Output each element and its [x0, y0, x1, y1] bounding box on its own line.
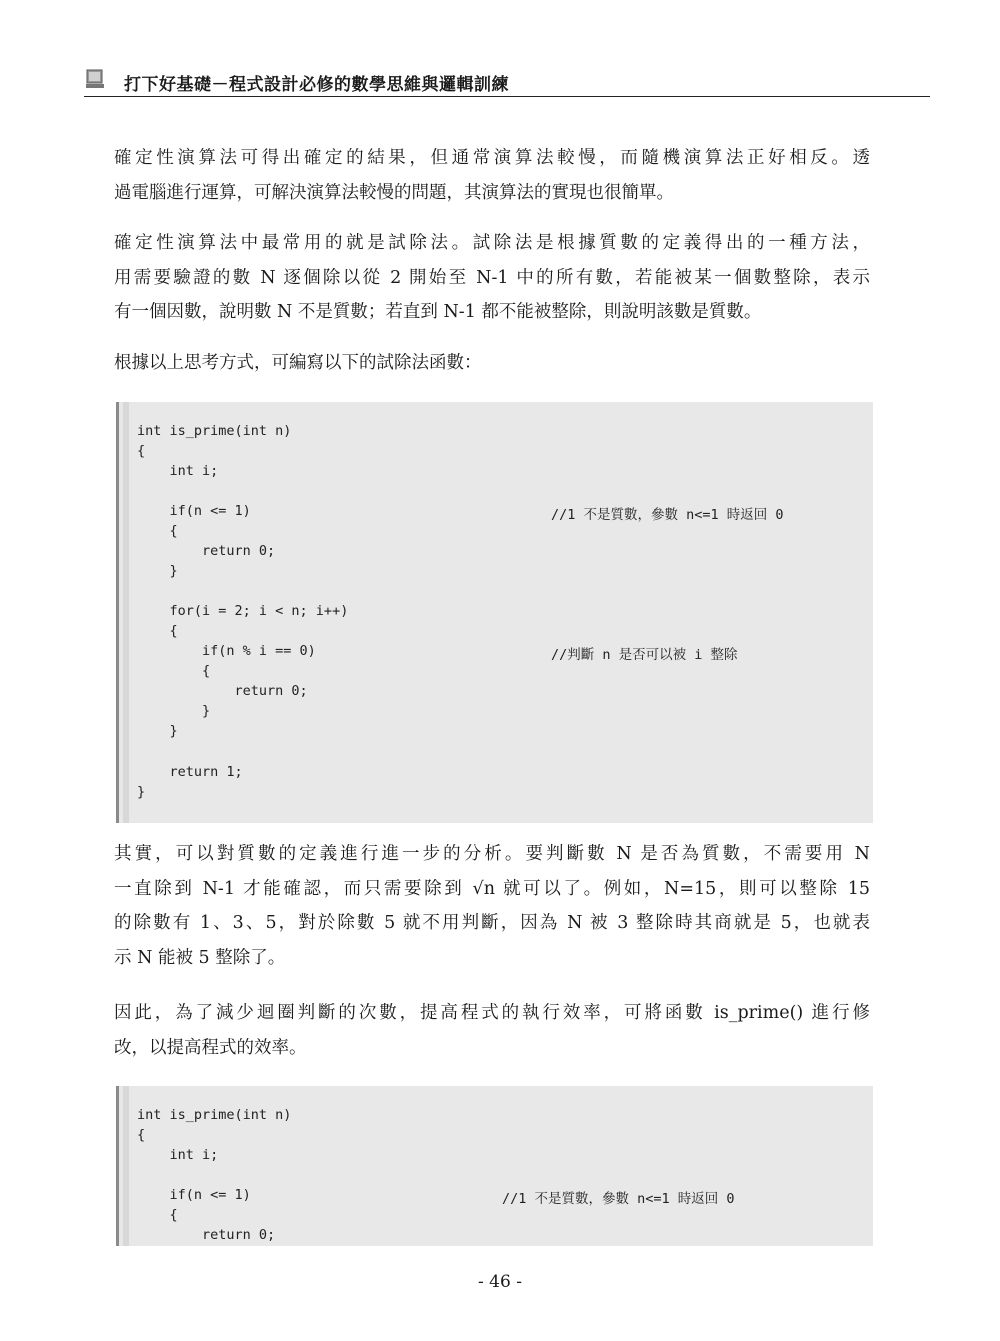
text-line: 一直除到 N-1 才能確認，而只需要除到 √n 就可以了。例如，N=15，則可以整除 15	[114, 878, 870, 899]
code-line: return 1;	[137, 764, 243, 780]
code-line: }	[137, 723, 178, 739]
text-line: 改，以提高程式的效率。	[114, 1037, 307, 1058]
code-line: }	[137, 703, 211, 719]
code-line: {	[137, 663, 211, 679]
code-line: for(i = 2; i < n; i++)	[137, 603, 349, 619]
text-line: 的除數有 1、3、5，對於除數 5 就不用判斷，因為 N 被 3 整除時其商就是 5，也就表	[114, 913, 870, 933]
text-line: 確定性演算法中最常用的就是試除法。試除法是根據質數的定義得出的一種方法，	[114, 233, 870, 253]
code-comment: //1 不是質數，參數 n<=1 時返回 0	[502, 1191, 735, 1207]
text-line: 其實，可以對質數的定義進行進一步的分析。要判斷數 N 是否為質數，不需要用 N	[114, 844, 870, 864]
code-gutter	[123, 402, 129, 823]
code-line: int is_prime(int n)	[137, 1107, 292, 1123]
paragraph-4	[114, 837, 870, 975]
text-line: 有一個因數，說明數 N 不是質數；若直到 N-1 都不能被整除，則說明該數是質數。	[114, 302, 762, 322]
code-line: {	[137, 1207, 178, 1223]
code-line: }	[137, 563, 178, 579]
code-comment: //1 不是質數，參數 n<=1 時返回 0	[551, 507, 784, 523]
paragraph-2	[114, 226, 870, 330]
text-line: 示 N 能被 5 整除了。	[114, 947, 286, 968]
code-line: }	[137, 784, 146, 800]
code-block-1	[116, 402, 873, 823]
book-icon	[86, 69, 104, 89]
code-comment: //判斷 n 是否可以被 i 整除	[551, 647, 738, 663]
code-gutter	[123, 1086, 129, 1246]
code-line: return 0;	[137, 543, 276, 559]
text-line: 確定性演算法可得出確定的結果，但通常演算法較慢，而隨機演算法正好相反。透	[114, 148, 870, 168]
code-line: if(n <= 1)	[137, 1187, 251, 1203]
code-line: if(n % i == 0)	[137, 643, 316, 659]
paragraph-3	[114, 346, 870, 381]
paragraph-1	[114, 141, 870, 210]
code-line: return 0;	[137, 1227, 276, 1243]
code-block-2	[116, 1086, 873, 1246]
code-line: int is_prime(int n)	[137, 423, 292, 439]
code-line: int i;	[137, 463, 219, 479]
code-line: if(n <= 1)	[137, 503, 251, 519]
header-title: 打下好基礎－程式設計必修的數學思維與邏輯訓練	[124, 75, 509, 95]
code-line: return 0;	[137, 683, 308, 699]
code-line: {	[137, 443, 146, 459]
page-number: - 46 -	[478, 1272, 522, 1292]
text-line: 過電腦進行運算，可解決演算法較慢的問題，其演算法的實現也很簡單。	[114, 182, 674, 203]
code-line: {	[137, 1127, 146, 1143]
running-header	[84, 66, 930, 97]
text-line: 因此，為了減少迴圈判斷的次數，提高程式的執行效率，可將函數 is_prime() 進行修	[114, 1003, 870, 1023]
text-line: 用需要驗證的數 N 逐個除以從 2 開始至 N-1 中的所有數，若能被某一個數整除，表示	[114, 267, 870, 288]
code-line: {	[137, 623, 178, 639]
paragraph-5	[114, 996, 870, 1065]
code-line: int i;	[137, 1147, 219, 1163]
text-line: 根據以上思考方式，可編寫以下的試除法函數：	[114, 353, 482, 373]
code-line: {	[137, 523, 178, 539]
